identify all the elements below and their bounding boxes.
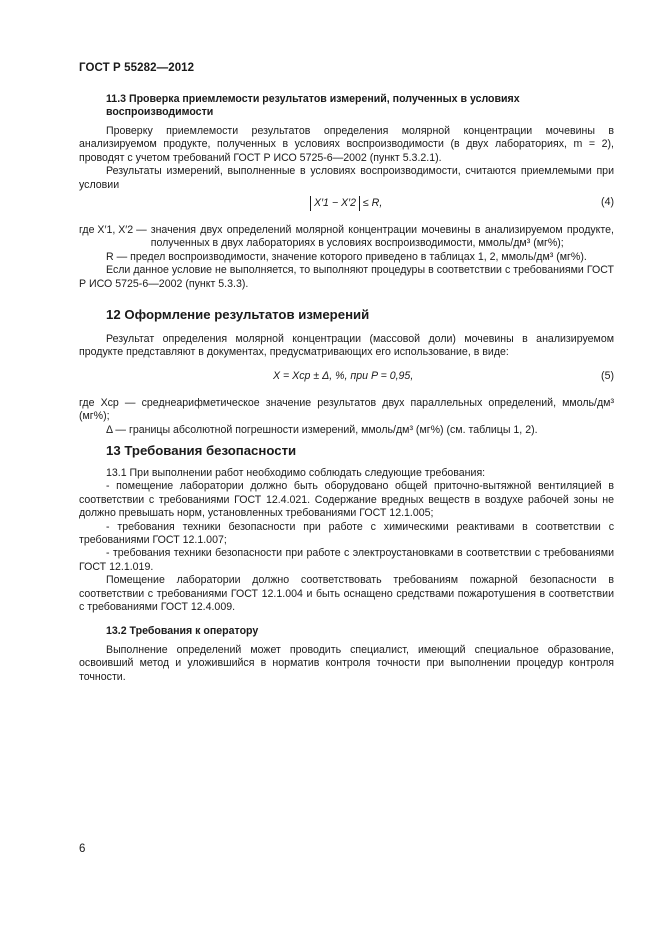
- paragraph: Результат определения молярной концентрации (массовой доли) мочевины в анализируемом продукте представляют в документах, предусматривающих его использование, в виде:: [79, 333, 614, 359]
- equation-5-formula: X = Xср ± Δ, %, при P = 0,95,: [273, 370, 414, 382]
- page-number: 6: [79, 843, 86, 855]
- legend-symbol: где X′1, X′2 —: [79, 224, 147, 236]
- paragraph: Проверку приемлемости результатов определения молярной концентрации мочевины в анализируемом продукте, полученных в условиях воспроизводимости (в двух лабораториях, m = 2), проводят с учетом требований ГОСТ Р ИСО 5725-6—2002 (пункт 5.3.2.1).: [79, 125, 614, 164]
- equation-4-formula: [310, 196, 382, 211]
- paragraph: - помещение лаборатории должно быть оборудовано общей приточно-вытяжной вентиляцией в соответствии с требованиями ГОСТ 12.4.021. Содержание вредных веществ в воздухе рабочей зоны не должно превышать норм, установленных требованиями ГОСТ 12.1.005;: [79, 480, 614, 520]
- section-13-2-body: [79, 644, 614, 684]
- equation-4-rhs: ≤ R,: [362, 197, 383, 209]
- equation-4-legend: [79, 224, 614, 291]
- legend-item: R — предел воспроизводимости, значение которого приведено в таблицах 1, 2, ммоль/дм³ (мг%).: [106, 250, 587, 263]
- legend-item: где Xср — среднеарифметическое значение результатов двух параллельных определений, ммоль/дм³ (мг%);: [79, 397, 614, 423]
- section-13-body: [79, 467, 614, 614]
- section-13-title: 13 Требования безопасности: [106, 443, 297, 458]
- paragraph: Выполнение определений может проводить специалист, имеющий специальное образование, освоивший метод и уложившийся в норматив контроля точности при выполнении процедур контроля точности.: [79, 644, 614, 683]
- document-header: ГОСТ Р 55282—2012: [79, 62, 195, 74]
- paragraph: - требования техники безопасности при работе с электроустановками в соответствии с требованиями ГОСТ 12.1.019.: [79, 547, 614, 573]
- paragraph: 13.1 При выполнении работ необходимо соблюдать следующие требования:: [106, 467, 486, 479]
- section-11-3: [79, 93, 614, 118]
- equation-4-lhs: X′1 − X′2: [310, 196, 360, 211]
- equation-4: [79, 196, 614, 212]
- section-11-3-body: [79, 125, 614, 192]
- equation-5-number: (5): [601, 370, 614, 382]
- legend-item: [79, 224, 614, 251]
- section-11-3-title-line2: воспроизводимости: [106, 105, 214, 118]
- equation-5: [79, 370, 614, 386]
- paragraph: Если данное условие не выполняется, то выполняют процедуры в соответствии с требованиями ГОСТ Р ИСО 5725-6—2002 (пункт 5.3.3).: [79, 264, 614, 290]
- equation-4-number: (4): [601, 196, 614, 208]
- section-13-2-title: 13.2 Требования к оператору: [106, 625, 259, 637]
- paragraph: - требования техники безопасности при работе с химическими реактивами в соответствии с требованиями ГОСТ 12.1.007;: [79, 520, 614, 547]
- legend-item: Δ — границы абсолютной погрешности измерений, ммоль/дм³ (мг%) (см. таблицы 1, 2).: [106, 423, 538, 436]
- section-12-title: 12 Оформление результатов измерений: [106, 307, 370, 322]
- section-13-2: [79, 625, 614, 638]
- section-12-body: [79, 333, 614, 360]
- section-13: [79, 443, 614, 459]
- legend-text: значения двух определений молярной концентрации мочевины в анализируемом продукте, полученных в двух лабораториях в условиях воспроизводимости, ммоль/дм³ (мг%);: [150, 224, 614, 250]
- section-11-3-title-line1: 11.3 Проверка приемлемости результатов измерений, полученных в условиях: [106, 93, 520, 105]
- equation-5-legend: [79, 397, 614, 437]
- paragraph: Результаты измерений, выполненные в условиях воспроизводимости, считаются приемлемыми при условии: [79, 165, 614, 191]
- paragraph: Помещение лаборатории должно соответствовать требованиям пожарной безопасности в соответствии с требованиями ГОСТ 12.1.004 и быть оснащено средствами пожаротушения в соответствии с требованиями ГОСТ 12.4.009.: [79, 574, 614, 614]
- section-12: [79, 307, 614, 323]
